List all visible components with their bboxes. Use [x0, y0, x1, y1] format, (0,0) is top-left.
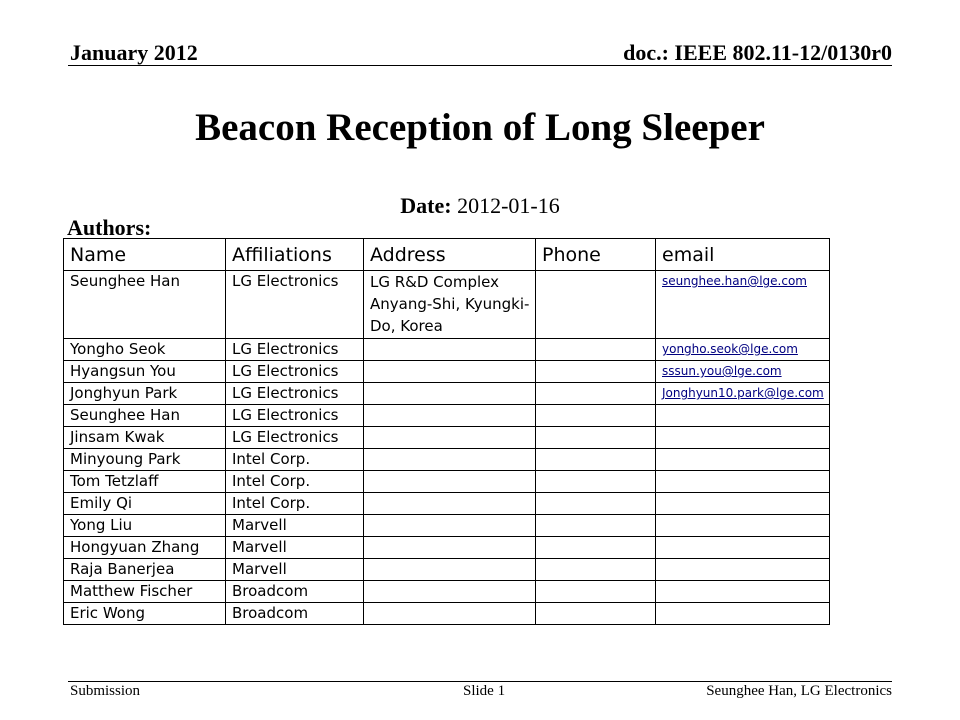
author-affiliation-cell: Marvell: [226, 559, 364, 581]
author-phone-cell: [536, 581, 656, 603]
author-phone-cell: [536, 405, 656, 427]
author-address-cell: [364, 515, 536, 537]
author-address-cell: [364, 383, 536, 405]
author-name-cell: Raja Banerjea: [64, 559, 226, 581]
footer-slide-number: Slide 1: [463, 683, 506, 699]
header-date: January 2012: [70, 40, 198, 65]
author-affiliation-cell: Broadcom: [226, 581, 364, 603]
author-affiliation-cell: Broadcom: [226, 603, 364, 625]
author-email-cell: [656, 471, 830, 493]
author-affiliation-cell: Intel Corp.: [226, 493, 364, 515]
author-affiliation-cell: LG Electronics: [226, 339, 364, 361]
authors-table: [63, 238, 830, 625]
author-affiliation-cell: Marvell: [226, 537, 364, 559]
author-name-cell: Hyangsun You: [64, 361, 226, 383]
slide-title: Beacon Reception of Long Sleeper: [195, 106, 765, 149]
table-row: [64, 427, 830, 449]
author-phone-cell: [536, 361, 656, 383]
header-divider: [68, 65, 892, 66]
author-address-cell: [364, 361, 536, 383]
date-value: 2012-01-16: [457, 193, 560, 218]
author-name-cell: Tom Tetzlaff: [64, 471, 226, 493]
footer-submission: Submission: [70, 683, 141, 699]
header-email: email: [656, 239, 830, 271]
author-address-cell: [364, 537, 536, 559]
author-address-cell: [364, 405, 536, 427]
table-row: [64, 537, 830, 559]
author-email-link[interactable]: sssun.you@lge.com: [662, 364, 782, 378]
author-name-cell: Jinsam Kwak: [64, 427, 226, 449]
table-row: [64, 515, 830, 537]
author-phone-cell: [536, 449, 656, 471]
author-address-cell: LG R&D Complex Anyang-Shi, Kyungki-Do, Korea: [364, 271, 536, 339]
author-name-cell: Minyoung Park: [64, 449, 226, 471]
author-address-cell: [364, 493, 536, 515]
author-phone-cell: [536, 493, 656, 515]
table-row: [64, 271, 830, 339]
author-affiliation-cell: LG Electronics: [226, 361, 364, 383]
author-email-cell: [656, 271, 830, 339]
author-phone-cell: [536, 603, 656, 625]
table-row: [64, 581, 830, 603]
author-name-cell: Yongho Seok: [64, 339, 226, 361]
header-address: Address: [364, 239, 536, 271]
author-phone-cell: [536, 537, 656, 559]
author-affiliation-cell: Marvell: [226, 515, 364, 537]
author-address-cell: [364, 427, 536, 449]
author-email-cell: [656, 339, 830, 361]
header-phone: Phone: [536, 239, 656, 271]
author-email-link[interactable]: yongho.seok@lge.com: [662, 342, 798, 356]
author-name-cell: Eric Wong: [64, 603, 226, 625]
table-row: [64, 493, 830, 515]
author-email-cell: [656, 559, 830, 581]
author-affiliation-cell: LG Electronics: [226, 271, 364, 339]
author-phone-cell: [536, 471, 656, 493]
authors-label: Authors:: [67, 215, 152, 240]
author-affiliation-cell: LG Electronics: [226, 383, 364, 405]
author-phone-cell: [536, 383, 656, 405]
author-name-cell: Yong Liu: [64, 515, 226, 537]
author-affiliation-cell: LG Electronics: [226, 427, 364, 449]
table-row: [64, 361, 830, 383]
author-email-cell: [656, 405, 830, 427]
table-row: [64, 559, 830, 581]
author-phone-cell: [536, 559, 656, 581]
table-row: [64, 383, 830, 405]
author-email-cell: [656, 449, 830, 471]
author-phone-cell: [536, 427, 656, 449]
header-doc-id: doc.: IEEE 802.11-12/0130r0: [623, 40, 892, 65]
author-name-cell: Hongyuan Zhang: [64, 537, 226, 559]
author-email-link[interactable]: seunghee.han@lge.com: [662, 274, 807, 288]
author-email-cell: [656, 493, 830, 515]
author-email-cell: [656, 603, 830, 625]
author-email-cell: [656, 427, 830, 449]
header-affiliations: Affiliations: [226, 239, 364, 271]
author-address-cell: [364, 603, 536, 625]
author-email-cell: [656, 383, 830, 405]
table-body: [64, 271, 830, 625]
author-email-cell: [656, 515, 830, 537]
author-name-cell: Matthew Fischer: [64, 581, 226, 603]
author-address-cell: [364, 559, 536, 581]
table-row: [64, 603, 830, 625]
table-header-row: [64, 239, 830, 271]
author-affiliation-cell: Intel Corp.: [226, 471, 364, 493]
author-phone-cell: [536, 515, 656, 537]
table-row: [64, 405, 830, 427]
author-email-cell: [656, 581, 830, 603]
author-affiliation-cell: Intel Corp.: [226, 449, 364, 471]
author-name-cell: Emily Qi: [64, 493, 226, 515]
author-email-cell: [656, 361, 830, 383]
author-name-cell: Seunghee Han: [64, 405, 226, 427]
author-email-link[interactable]: Jonghyun10.park@lge.com: [662, 386, 824, 400]
table-row: [64, 449, 830, 471]
author-name-cell: Jonghyun Park: [64, 383, 226, 405]
table-row: [64, 339, 830, 361]
table-row: [64, 471, 830, 493]
author-address-cell: [364, 449, 536, 471]
footer-divider: [68, 681, 892, 682]
author-phone-cell: [536, 271, 656, 339]
author-phone-cell: [536, 339, 656, 361]
footer-author: Seunghee Han, LG Electronics: [706, 683, 892, 699]
header-name: Name: [64, 239, 226, 271]
author-address-cell: [364, 471, 536, 493]
author-affiliation-cell: LG Electronics: [226, 405, 364, 427]
date-label: Date:: [400, 193, 452, 218]
author-email-cell: [656, 537, 830, 559]
author-address-cell: [364, 581, 536, 603]
author-address-cell: [364, 339, 536, 361]
author-name-cell: Seunghee Han: [64, 271, 226, 339]
